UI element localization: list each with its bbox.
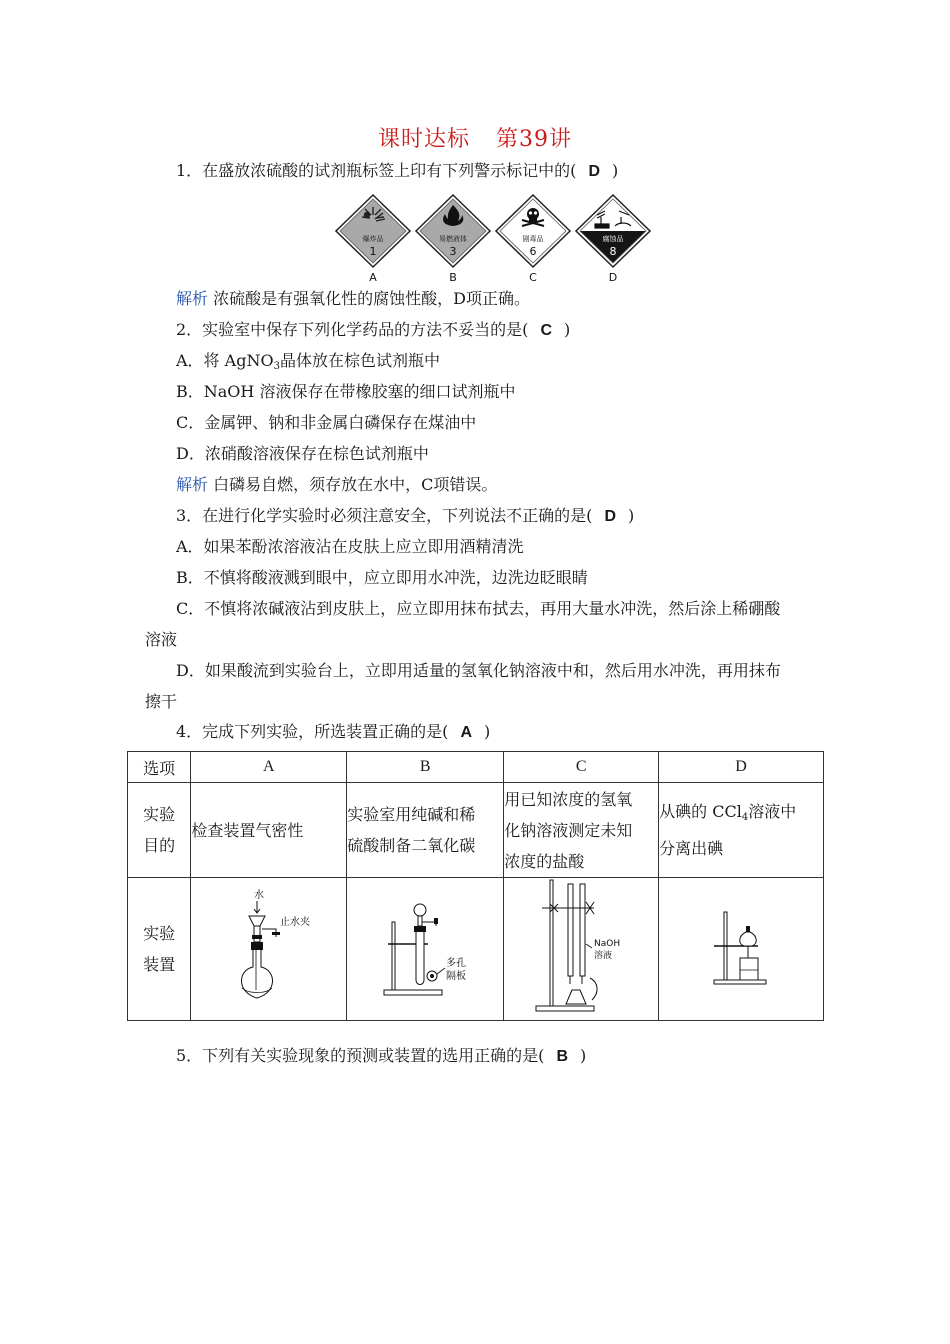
q2-option-d: D．浓硝酸溶液保存在棕色试剂瓶中 [176, 444, 429, 463]
table-head-a: A [191, 752, 347, 783]
naoh-label-2: 溶液 [594, 951, 613, 961]
sign-c-text: 剧毒品 [522, 235, 544, 243]
sign-b-text: 易燃液体 [439, 235, 467, 243]
hazard-signs [335, 193, 651, 285]
table-row [128, 783, 824, 878]
q3-option-d-line2: 擦干 [145, 692, 178, 711]
purpose-d: 从碘的 CCl$_4$溶液中 分离出碘 [659, 783, 824, 878]
row-label-purpose: 实验 目的 [128, 783, 191, 878]
purpose-a: 检查装置气密性 [191, 783, 347, 878]
page-title [0, 122, 950, 153]
device-d [659, 878, 824, 1021]
sign-a-label: A [369, 271, 377, 284]
clamp-label: 止水夹 [279, 917, 310, 928]
device-c [504, 878, 659, 1021]
separation-apparatus [666, 882, 816, 1012]
q2-analysis: 解析 白磷易自燃，须存放在水中，C项错误。 [176, 475, 498, 494]
q3-option-c-line2: 溶液 [145, 630, 178, 649]
naoh-label-1: NaOH [594, 939, 621, 949]
table-head-c: C [504, 752, 659, 783]
q3-answer: D [604, 508, 616, 525]
sign-b-num: 3 [449, 245, 457, 258]
table-head-d: D [659, 752, 824, 783]
analysis-tag: 解析 [176, 475, 209, 494]
plate-label-2: 隔板 [446, 971, 467, 982]
purpose-b: 实验室用纯碱和稀 硫酸制备二氧化碳 [347, 783, 504, 878]
gas-generator-apparatus [350, 882, 500, 1012]
hazard-signs-graphic [335, 193, 651, 285]
device-b [347, 878, 504, 1021]
q2-answer: C [540, 322, 552, 339]
q1-analysis: 解析 浓硫酸是有强氧化性的腐蚀性酸，D项正确。 [176, 289, 530, 308]
q2-option-a: A．将 AgNO$_3$晶体放在棕色试剂瓶中 [176, 351, 440, 372]
title-main: 课时达标 [377, 127, 470, 152]
q3-option-a: A．如果苯酚浓溶液沾在皮肤上应立即用酒精清洗 [176, 537, 524, 556]
sign-d-text: 腐蚀品 [602, 235, 624, 243]
table-row [128, 878, 824, 1021]
sign-c-label: C [529, 271, 537, 284]
q3-option-b: B．不慎将酸液溅到眼中，应立即用水冲洗，边洗边眨眼睛 [176, 568, 588, 587]
sign-c-num: 6 [529, 245, 537, 258]
q3-option-d-line1: D．如果酸流到实验台上，立即用适量的氢氧化钠溶液中和，然后用水冲洗，再用抹布 [176, 661, 781, 680]
q4-answer: A [460, 724, 472, 741]
q1-stem: 1．在盛放浓硫酸的试剂瓶标签上印有下列警示标记中的( D ) [176, 161, 619, 180]
plate-label-1: 多孔 [446, 958, 467, 969]
analysis-tag: 解析 [176, 289, 209, 308]
q2-stem: 2．实验室中保存下列化学药品的方法不妥当的是( C ) [176, 320, 571, 339]
title-sub: 第39讲 [496, 127, 572, 152]
q2-option-c: C．金属钾、钠和非金属白磷保存在煤油中 [176, 413, 477, 432]
device-a [191, 878, 347, 1021]
sign-d-num: 8 [609, 245, 617, 258]
q4-table [127, 751, 824, 1021]
q5-answer: B [556, 1048, 568, 1065]
table-head-option: 选项 [128, 752, 191, 783]
row-label-device: 实验 装置 [128, 878, 191, 1021]
q4-stem: 4．完成下列实验，所选装置正确的是( A ) [176, 722, 491, 741]
arrow-down-icon [254, 901, 260, 913]
q5-stem: 5．下列有关实验现象的预测或装置的选用正确的是( B ) [176, 1046, 587, 1065]
q2-option-b: B．NaOH 溶液保存在带橡胶塞的细口试剂瓶中 [176, 382, 516, 401]
table-head-b: B [347, 752, 504, 783]
q3-option-c-line1: C．不慎将浓碱液沾到皮肤上，应立即用抹布拭去，再用大量水冲洗，然后涂上稀硼酸 [176, 599, 781, 618]
sign-corrosive [575, 193, 651, 271]
water-label: 水 [253, 890, 264, 901]
titration-apparatus [506, 878, 656, 1016]
sign-b-label: B [449, 271, 457, 284]
sign-d-label: D [608, 271, 618, 284]
table-row [128, 752, 824, 783]
airtight-check-apparatus [194, 882, 344, 1012]
sign-a-num: 1 [369, 245, 377, 258]
q3-stem: 3．在进行化学实验时必须注意安全，下列说法不正确的是( D ) [176, 506, 635, 525]
sign-a-text: 爆炸品 [362, 235, 384, 243]
purpose-c: 用已知浓度的氢氧 化钠溶液测定未知 浓度的盐酸 [504, 783, 659, 878]
q1-answer: D [588, 163, 600, 180]
